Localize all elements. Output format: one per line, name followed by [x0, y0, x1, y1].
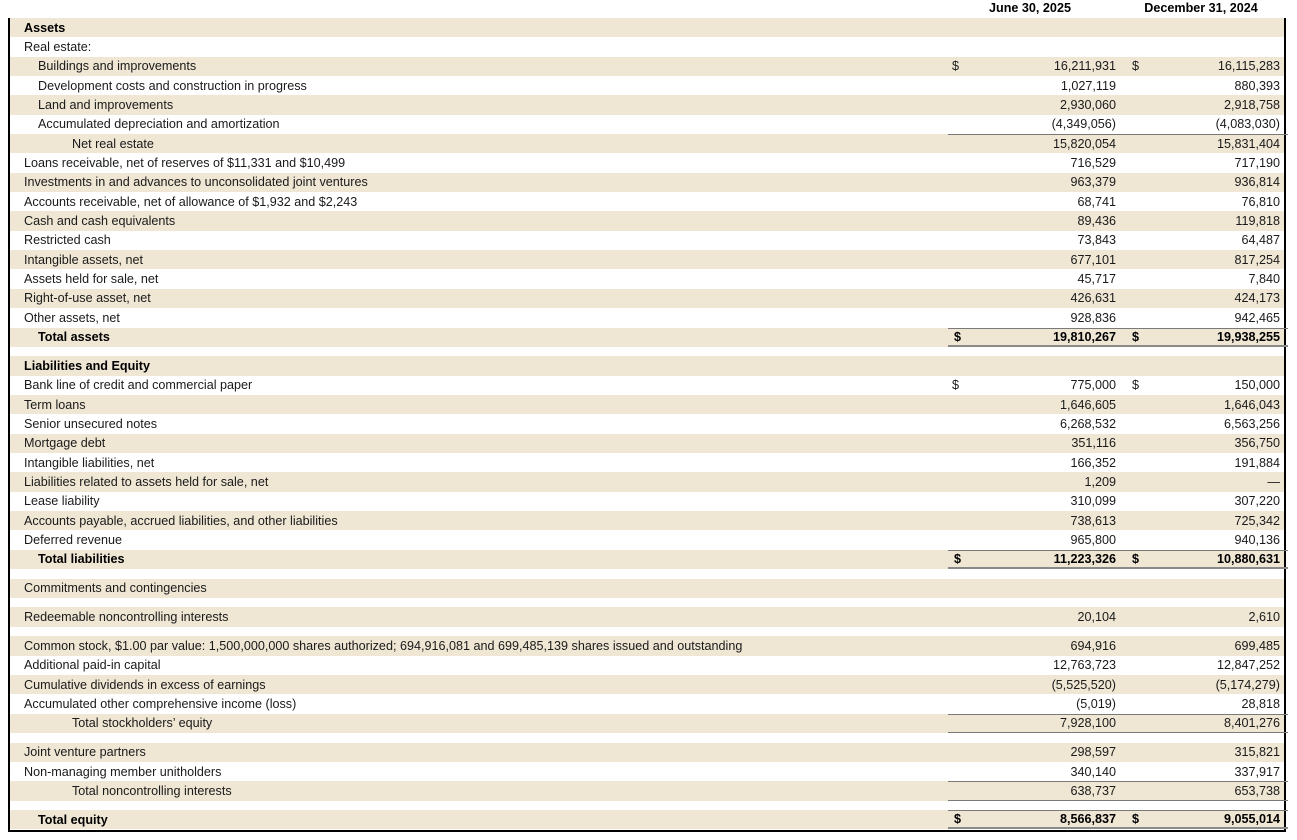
row-label-term-loans: Term loans: [24, 397, 86, 412]
value-col1-apic: 12,763,723: [1052, 658, 1116, 673]
table-row: [10, 675, 1284, 694]
value-group-col2: [1126, 694, 1288, 713]
table-row: [10, 511, 1284, 530]
value-col1-term-loans: 1,646,605: [1059, 397, 1116, 412]
value-col1-total-nci: 638,737: [1070, 783, 1116, 798]
row-label-total-nci: Total noncontrolling interests: [72, 783, 232, 798]
table-row: [10, 762, 1284, 781]
currency-symbol-col2: $: [1132, 59, 1140, 74]
value-group-col1: [948, 550, 1126, 569]
value-col2-mortgage-debt: 356,750: [1234, 436, 1280, 451]
value-col1-total-liabilities: 11,223,326: [1053, 551, 1116, 566]
currency-symbol-col1: $: [954, 329, 962, 344]
value-col1-total-assets: 19,810,267: [1052, 329, 1116, 344]
row-label-total-stockholders: Total stockholders’ equity: [72, 716, 213, 731]
currency-symbol-col1: $: [952, 59, 960, 74]
column-header-row: [0, 0, 1297, 18]
row-label-development: Development costs and construction in progress: [38, 78, 307, 93]
currency-symbol-col1: $: [952, 378, 960, 393]
value-col1-mortgage-debt: 351,116: [1071, 436, 1116, 451]
table-row: [10, 550, 1284, 569]
table-row: [10, 434, 1284, 453]
value-col1-intangible-liab: 166,352: [1070, 455, 1116, 470]
value-group-col1: [946, 231, 1126, 250]
value-group-col1: [946, 308, 1126, 327]
value-group-col1: [946, 115, 1126, 134]
value-col2-cumulative-div: (5,174,279): [1215, 677, 1280, 692]
value-group-col1: [946, 173, 1126, 192]
value-group-col1: [946, 211, 1126, 230]
value-group-col2: [1126, 453, 1288, 472]
balance-sheet-rows: [10, 18, 1284, 829]
value-group-col1: [946, 636, 1126, 655]
value-col2-accounts-recv: 76,810: [1241, 194, 1280, 209]
table-row: [10, 492, 1284, 511]
row-label-senior-notes: Senior unsecured notes: [24, 417, 158, 432]
value-col1-other-assets: 928,836: [1070, 310, 1116, 325]
row-label-accum-depr: Accumulated depreciation and amortization: [38, 117, 280, 132]
spacer-row: [10, 801, 1284, 811]
value-group-col1: [946, 57, 1126, 76]
value-group-col1: [946, 395, 1126, 414]
currency-symbol-col1: $: [954, 551, 962, 566]
value-col1-accounts-recv: 68,741: [1077, 194, 1116, 209]
column-header-june-30-2025: June 30, 2025: [989, 1, 1071, 15]
value-group-col1: [948, 134, 1126, 153]
value-col1-deferred-revenue: 965,800: [1070, 533, 1116, 548]
table-row: [10, 810, 1284, 829]
value-col1-total-stockholders: 7,928,100: [1059, 716, 1116, 731]
value-col1-loans-receivable: 716,529: [1070, 156, 1116, 171]
value-group-col1: [946, 694, 1126, 713]
value-group-col1: [946, 153, 1126, 172]
value-group-col2: [1126, 434, 1288, 453]
value-col1-cash: 89,436: [1077, 214, 1116, 229]
value-group-col2: [1126, 530, 1288, 549]
value-col1-common-stock: 694,916: [1070, 638, 1116, 653]
value-col1-buildings: 16,211,931: [1053, 59, 1116, 74]
value-group-col2: [1126, 810, 1288, 829]
value-group-col1: [946, 511, 1126, 530]
value-group-col1: [946, 434, 1126, 453]
value-col1-non-managing: 340,140: [1070, 764, 1116, 779]
row-label-other-assets: Other assets, net: [24, 310, 120, 325]
row-label-commitments: Commitments and contingencies: [24, 581, 207, 596]
table-row: [10, 781, 1284, 800]
value-group-col2: [1126, 134, 1288, 153]
row-label-liab-held-sale: Liabilities related to assets held for sale, net: [24, 475, 269, 490]
value-group-col2: [1126, 269, 1288, 288]
row-label-rou-asset: Right-of-use asset, net: [24, 291, 151, 306]
value-group-col1: [946, 289, 1126, 308]
value-group-col1: [946, 579, 1126, 598]
value-col2-intangible-liab: 191,884: [1234, 455, 1280, 470]
table-row: [10, 76, 1284, 95]
value-group-col1: [946, 376, 1126, 395]
row-label-restricted-cash: Restricted cash: [24, 233, 111, 248]
table-row: [10, 376, 1284, 395]
spacer-row: [10, 733, 1284, 743]
value-group-col1: [946, 492, 1126, 511]
value-group-col1: [948, 328, 1126, 347]
value-group-col2: [1126, 414, 1288, 433]
table-row: [10, 134, 1284, 153]
value-group-col1: [946, 453, 1126, 472]
value-col1-net-real-estate: 15,820,054: [1052, 137, 1116, 152]
value-col2-total-assets: 19,938,255: [1216, 329, 1280, 344]
value-col2-development: 880,393: [1234, 78, 1280, 93]
row-label-lease-liability: Lease liability: [24, 494, 100, 509]
value-col1-bank-line: 775,000: [1070, 378, 1116, 393]
table-row: [10, 250, 1284, 269]
value-col2-jv-partners: 315,821: [1234, 745, 1280, 760]
value-group-col1: [948, 714, 1126, 733]
table-row: [10, 95, 1284, 114]
value-group-col1: [946, 37, 1126, 56]
value-group-col1: [946, 762, 1126, 781]
row-label-accounts-recv: Accounts receivable, net of allowance of $1,932 and $2,243: [24, 194, 358, 209]
row-label-aoci: Accumulated other comprehensive income (loss): [24, 697, 297, 712]
row-label-bank-line: Bank line of credit and commercial paper: [24, 378, 253, 393]
value-group-col2: [1126, 607, 1288, 626]
row-label-intangible-assets: Intangible assets, net: [24, 252, 144, 267]
value-col1-liab-held-sale: 1,209: [1084, 475, 1116, 490]
value-group-col2: [1126, 289, 1288, 308]
row-label-buildings: Buildings and improvements: [38, 59, 197, 74]
value-group-col1: [946, 356, 1126, 375]
currency-symbol-col1: $: [954, 812, 962, 827]
value-col1-accounts-payable: 738,613: [1070, 513, 1116, 528]
table-row: [10, 192, 1284, 211]
value-group-col2: [1126, 250, 1288, 269]
value-group-col1: [946, 18, 1126, 37]
value-group-col2: [1126, 76, 1288, 95]
row-label-assets-held-sale: Assets held for sale, net: [24, 272, 159, 287]
value-group-col1: [946, 414, 1126, 433]
row-label-liab-equity-heading: Liabilities and Equity: [24, 359, 150, 374]
value-group-col2: [1126, 675, 1288, 694]
value-col1-assets-held-sale: 45,717: [1077, 272, 1116, 287]
currency-symbol-col2: $: [1132, 329, 1140, 344]
row-label-mortgage-debt: Mortgage debt: [24, 436, 106, 451]
value-group-col2: [1126, 115, 1288, 134]
table-row: [10, 656, 1284, 675]
row-label-land: Land and improvements: [38, 98, 174, 113]
value-group-col1: [948, 781, 1126, 800]
value-col2-investments-jv: 936,814: [1234, 175, 1280, 190]
table-row: [10, 472, 1284, 491]
table-row: [10, 57, 1284, 76]
value-group-col1: [946, 95, 1126, 114]
table-row: [10, 18, 1284, 37]
table-row: [10, 743, 1284, 762]
value-group-col2: [1126, 57, 1288, 76]
value-group-col2: [1126, 308, 1288, 327]
table-row: [10, 607, 1284, 626]
row-label-jv-partners: Joint venture partners: [24, 745, 146, 760]
value-group-col1: [946, 743, 1126, 762]
value-col2-loans-receivable: 717,190: [1234, 156, 1280, 171]
table-row: [10, 115, 1284, 134]
value-col1-senior-notes: 6,268,532: [1059, 417, 1116, 432]
value-group-col1: [946, 269, 1126, 288]
value-col2-total-nci: 653,738: [1234, 783, 1280, 798]
value-col1-development: 1,027,119: [1060, 78, 1116, 93]
value-group-col2: [1126, 376, 1288, 395]
value-group-col2: [1126, 231, 1288, 250]
value-group-col2: [1126, 95, 1288, 114]
value-group-col1: [946, 607, 1126, 626]
row-label-real-estate: Real estate:: [24, 40, 92, 55]
value-group-col2: [1126, 550, 1288, 569]
value-col1-total-equity: 8,566,837: [1059, 812, 1116, 827]
value-col2-other-assets: 942,465: [1234, 310, 1280, 325]
table-row: [10, 308, 1284, 327]
value-col2-bank-line: 150,000: [1234, 378, 1280, 393]
value-col1-land: 2,930,060: [1059, 98, 1116, 113]
row-label-investments-jv: Investments in and advances to unconsolidated joint ventures: [24, 175, 368, 190]
value-col2-total-stockholders: 8,401,276: [1223, 716, 1280, 731]
value-group-col1: [946, 656, 1126, 675]
value-group-col2: [1126, 781, 1288, 800]
value-col2-assets-held-sale: 7,840: [1248, 272, 1280, 287]
value-group-col1: [948, 810, 1126, 829]
value-group-col1: [946, 530, 1126, 549]
value-group-col1: [946, 76, 1126, 95]
value-col2-land: 2,918,758: [1223, 98, 1280, 113]
value-group-col2: [1126, 762, 1288, 781]
value-col2-net-real-estate: 15,831,404: [1216, 137, 1280, 152]
value-col2-rou-asset: 424,173: [1234, 291, 1280, 306]
value-col1-lease-liability: 310,099: [1070, 494, 1116, 509]
row-label-cash: Cash and cash equivalents: [24, 214, 176, 229]
table-row: [10, 289, 1284, 308]
spacer-row: [10, 598, 1284, 608]
table-row: [10, 530, 1284, 549]
row-label-accounts-payable: Accounts payable, accrued liabilities, and other liabilities: [24, 513, 338, 528]
table-row: [10, 356, 1284, 375]
value-col2-senior-notes: 6,563,256: [1223, 417, 1280, 432]
spacer-row: [10, 569, 1284, 579]
value-group-col2: [1126, 656, 1288, 675]
table-row: [10, 37, 1284, 56]
row-label-intangible-liab: Intangible liabilities, net: [24, 455, 155, 470]
value-col1-jv-partners: 298,597: [1070, 745, 1116, 760]
value-group-col2: [1126, 18, 1288, 37]
value-col2-non-managing: 337,917: [1234, 764, 1280, 779]
value-col2-intangible-assets: 817,254: [1234, 252, 1280, 267]
row-label-net-real-estate: Net real estate: [72, 136, 154, 151]
column-header-december-31-2024: December 31, 2024: [1144, 1, 1258, 15]
value-group-col1: [946, 472, 1126, 491]
value-group-col1: [946, 192, 1126, 211]
table-row: [10, 231, 1284, 250]
table-row: [10, 395, 1284, 414]
value-group-col2: [1126, 492, 1288, 511]
value-col1-rou-asset: 426,631: [1070, 291, 1116, 306]
row-label-total-assets: Total assets: [38, 330, 110, 345]
value-col2-aoci: 28,818: [1241, 697, 1280, 712]
value-col2-accounts-payable: 725,342: [1234, 513, 1280, 528]
value-col1-restricted-cash: 73,843: [1077, 233, 1116, 248]
value-col1-cumulative-div: (5,525,520): [1051, 677, 1116, 692]
spacer-row: [10, 347, 1284, 357]
table-row: [10, 694, 1284, 713]
value-col2-redeemable-nci: 2,610: [1248, 610, 1280, 625]
value-col2-cash: 119,818: [1235, 214, 1280, 229]
value-group-col2: [1126, 328, 1288, 347]
value-group-col2: [1126, 395, 1288, 414]
table-row: [10, 714, 1284, 733]
value-group-col2: [1126, 192, 1288, 211]
value-group-col2: [1126, 37, 1288, 56]
spacer-row: [10, 627, 1284, 637]
value-group-col2: [1126, 579, 1288, 598]
value-col1-redeemable-nci: 20,104: [1077, 610, 1116, 625]
value-col2-term-loans: 1,646,043: [1223, 397, 1280, 412]
value-group-col2: [1126, 743, 1288, 762]
row-label-assets-heading: Assets: [24, 20, 66, 35]
value-group-col2: [1126, 636, 1288, 655]
value-col2-common-stock: 699,485: [1234, 638, 1280, 653]
table-row: [10, 414, 1284, 433]
value-col1-accum-depr: (4,349,056): [1051, 117, 1116, 132]
currency-symbol-col2: $: [1132, 812, 1140, 827]
value-group-col2: [1126, 153, 1288, 172]
row-label-redeemable-nci: Redeemable noncontrolling interests: [24, 610, 229, 625]
value-col1-intangible-assets: 677,101: [1070, 252, 1116, 267]
row-label-total-liabilities: Total liabilities: [38, 552, 125, 567]
value-col2-total-equity: 9,055,014: [1223, 812, 1280, 827]
value-group-col1: [946, 675, 1126, 694]
value-group-col2: [1126, 173, 1288, 192]
value-col1-aoci: (5,019): [1076, 697, 1116, 712]
value-group-col2: [1126, 472, 1288, 491]
table-row: [10, 211, 1284, 230]
table-row: [10, 269, 1284, 288]
row-label-apic: Additional paid-in capital: [24, 658, 161, 673]
value-group-col2: [1126, 211, 1288, 230]
table-row: [10, 173, 1284, 192]
value-col2-buildings: 16,115,283: [1217, 59, 1280, 74]
row-label-total-equity: Total equity: [38, 812, 108, 827]
value-group-col2: [1126, 511, 1288, 530]
row-label-cumulative-div: Cumulative dividends in excess of earnings: [24, 677, 266, 692]
row-label-common-stock: Common stock, $1.00 par value: 1,500,000,000 shares authorized; 694,916,081 and 699,485,139 shares issued and outstanding: [24, 638, 743, 653]
table-row: [10, 153, 1284, 172]
value-col2-total-liabilities: 10,880,631: [1216, 551, 1280, 566]
value-group-col2: [1126, 714, 1288, 733]
value-group-col1: [946, 250, 1126, 269]
value-col2-apic: 12,847,252: [1216, 658, 1280, 673]
table-row: [10, 453, 1284, 472]
value-col2-restricted-cash: 64,487: [1241, 233, 1280, 248]
currency-symbol-col2: $: [1132, 551, 1140, 566]
value-group-col2: [1126, 356, 1288, 375]
row-label-loans-receivable: Loans receivable, net of reserves of $11,331 and $10,499: [24, 156, 346, 171]
table-row: [10, 636, 1284, 655]
table-row: [10, 328, 1284, 347]
value-col2-lease-liability: 307,220: [1234, 494, 1280, 509]
currency-symbol-col2: $: [1132, 378, 1140, 393]
value-col2-accum-depr: (4,083,030): [1215, 117, 1280, 132]
value-col2-liab-held-sale: —: [1267, 475, 1280, 490]
table-frame: [8, 18, 1286, 832]
table-row: [10, 579, 1284, 598]
row-label-non-managing: Non-managing member unitholders: [24, 764, 222, 779]
value-col1-investments-jv: 963,379: [1070, 175, 1116, 190]
row-label-deferred-revenue: Deferred revenue: [24, 533, 123, 548]
value-col2-deferred-revenue: 940,136: [1234, 533, 1280, 548]
